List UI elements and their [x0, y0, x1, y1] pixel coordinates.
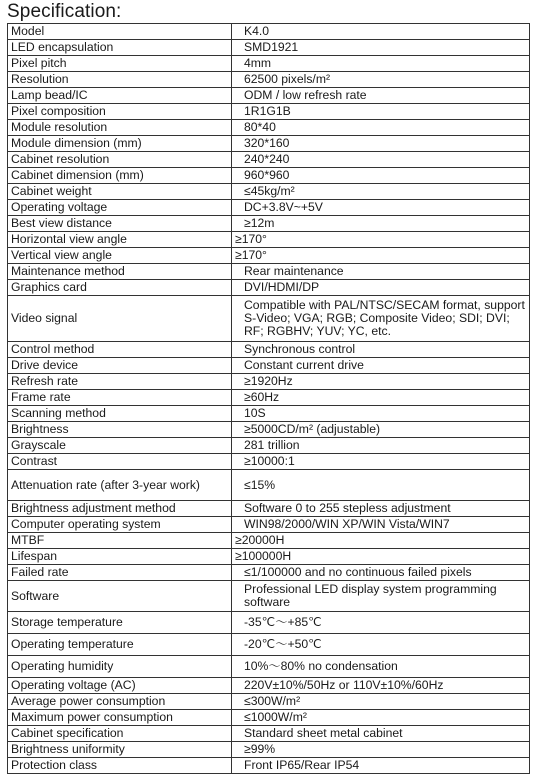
spec-value: 10S — [232, 406, 530, 422]
spec-value: Front IP65/Rear IP54 — [232, 758, 530, 774]
spec-label: Pixel composition — [8, 104, 232, 120]
spec-row — [8, 104, 530, 120]
spec-value: ODM / low refresh rate — [232, 88, 530, 104]
spec-row — [8, 88, 530, 104]
spec-value: ≥60Hz — [232, 390, 530, 406]
spec-label: Operating humidity — [8, 656, 232, 678]
spec-label: Model — [8, 24, 232, 40]
spec-row — [8, 581, 530, 612]
spec-row — [8, 152, 530, 168]
spec-value: ≥99% — [232, 742, 530, 758]
spec-value: ≥170° — [232, 232, 530, 248]
spec-value: ≥170° — [232, 248, 530, 264]
spec-label: Vertical view angle — [8, 248, 232, 264]
spec-row — [8, 216, 530, 232]
spec-value: 960*960 — [232, 168, 530, 184]
spec-value: Standard sheet metal cabinet — [232, 726, 530, 742]
spec-label: Software — [8, 581, 232, 612]
spec-label: Video signal — [8, 296, 232, 342]
spec-label: LED encapsulation — [8, 40, 232, 56]
spec-value: ≥10000:1 — [232, 454, 530, 470]
spec-label: Module dimension (mm) — [8, 136, 232, 152]
spec-value: ≥12m — [232, 216, 530, 232]
spec-value: ≤300W/m² — [232, 694, 530, 710]
spec-label: Refresh rate — [8, 374, 232, 390]
spec-row — [8, 24, 530, 40]
spec-label: Storage temperature — [8, 612, 232, 634]
specification-table — [7, 23, 530, 774]
spec-row — [8, 40, 530, 56]
spec-value: 62500 pixels/m² — [232, 72, 530, 88]
spec-row — [8, 565, 530, 581]
spec-label: Maintenance method — [8, 264, 232, 280]
spec-label: Drive device — [8, 358, 232, 374]
spec-label: Control method — [8, 342, 232, 358]
spec-row — [8, 422, 530, 438]
spec-row — [8, 517, 530, 533]
spec-label: Protection class — [8, 758, 232, 774]
spec-label: Attenuation rate (after 3-year work) — [8, 470, 232, 501]
spec-row — [8, 438, 530, 454]
spec-row — [8, 136, 530, 152]
spec-value: ≥5000CD/m² (adjustable) — [232, 422, 530, 438]
spec-row — [8, 656, 530, 678]
spec-row — [8, 634, 530, 656]
spec-value: 281 trillion — [232, 438, 530, 454]
spec-row — [8, 501, 530, 517]
spec-row — [8, 342, 530, 358]
spec-row — [8, 470, 530, 501]
spec-row — [8, 612, 530, 634]
spec-label: Best view distance — [8, 216, 232, 232]
spec-row — [8, 184, 530, 200]
spec-row — [8, 454, 530, 470]
spec-label: Lamp bead/IC — [8, 88, 232, 104]
spec-value: Software 0 to 255 stepless adjustment — [232, 501, 530, 517]
spec-value: ≥100000H — [232, 549, 530, 565]
spec-label: Graphics card — [8, 280, 232, 296]
spec-label: Grayscale — [8, 438, 232, 454]
spec-value: WIN98/2000/WIN XP/WIN Vista/WIN7 — [232, 517, 530, 533]
spec-label: Pixel pitch — [8, 56, 232, 72]
spec-value: 1R1G1B — [232, 104, 530, 120]
spec-value: ≤1/100000 and no continuous failed pixels — [232, 565, 530, 581]
spec-label: Module resolution — [8, 120, 232, 136]
spec-row — [8, 232, 530, 248]
spec-row — [8, 280, 530, 296]
spec-label: Operating voltage (AC) — [8, 678, 232, 694]
page-title: Specification: — [7, 1, 122, 22]
spec-value: Professional LED display system programming software — [232, 581, 530, 612]
spec-row — [8, 248, 530, 264]
spec-value: ≤15% — [232, 470, 530, 501]
spec-row — [8, 710, 530, 726]
spec-label: Maximum power consumption — [8, 710, 232, 726]
spec-value: K4.0 — [232, 24, 530, 40]
spec-row — [8, 406, 530, 422]
spec-row — [8, 168, 530, 184]
spec-label: Operating temperature — [8, 634, 232, 656]
spec-value: ≥1920Hz — [232, 374, 530, 390]
spec-label: MTBF — [8, 533, 232, 549]
spec-row — [8, 742, 530, 758]
spec-label: Brightness uniformity — [8, 742, 232, 758]
spec-value: 4mm — [232, 56, 530, 72]
spec-row — [8, 533, 530, 549]
spec-row — [8, 358, 530, 374]
spec-label: Cabinet dimension (mm) — [8, 168, 232, 184]
spec-row — [8, 120, 530, 136]
spec-row — [8, 549, 530, 565]
spec-row — [8, 374, 530, 390]
spec-label: Cabinet specification — [8, 726, 232, 742]
spec-value: Constant current drive — [232, 358, 530, 374]
spec-value: Synchronous control — [232, 342, 530, 358]
spec-label: Horizontal view angle — [8, 232, 232, 248]
spec-row — [8, 200, 530, 216]
spec-value: ≥20000H — [232, 533, 530, 549]
spec-label: Average power consumption — [8, 694, 232, 710]
spec-label: Cabinet weight — [8, 184, 232, 200]
spec-row — [8, 678, 530, 694]
spec-value: 80*40 — [232, 120, 530, 136]
spec-label: Brightness — [8, 422, 232, 438]
spec-row — [8, 264, 530, 280]
spec-value: DC+3.8V~+5V — [232, 200, 530, 216]
spec-label: Cabinet resolution — [8, 152, 232, 168]
spec-value: 240*240 — [232, 152, 530, 168]
spec-value: ≤1000W/m² — [232, 710, 530, 726]
spec-label: Operating voltage — [8, 200, 232, 216]
spec-value: SMD1921 — [232, 40, 530, 56]
spec-label: Lifespan — [8, 549, 232, 565]
spec-value: -20℃～+50℃ — [232, 634, 530, 656]
spec-row — [8, 72, 530, 88]
spec-value: -35℃～+85℃ — [232, 612, 530, 634]
spec-value: 220V±10%/50Hz or 110V±10%/60Hz — [232, 678, 530, 694]
spec-row — [8, 726, 530, 742]
spec-value: ≤45kg/m² — [232, 184, 530, 200]
spec-label: Resolution — [8, 72, 232, 88]
spec-row — [8, 390, 530, 406]
spec-row — [8, 296, 530, 342]
spec-row — [8, 56, 530, 72]
spec-label: Scanning method — [8, 406, 232, 422]
spec-label: Failed rate — [8, 565, 232, 581]
spec-label: Brightness adjustment method — [8, 501, 232, 517]
spec-row — [8, 694, 530, 710]
spec-value: 10%～80% no condensation — [232, 656, 530, 678]
spec-row — [8, 758, 530, 774]
spec-value: 320*160 — [232, 136, 530, 152]
spec-value: Rear maintenance — [232, 264, 530, 280]
spec-value: Compatible with PAL/NTSC/SECAM format, support S-Video; VGA; RGB; Composite Video; SDI; DVI; RF; RGBHV; YUV; YC, etc. — [232, 296, 530, 342]
spec-label: Frame rate — [8, 390, 232, 406]
spec-label: Computer operating system — [8, 517, 232, 533]
spec-label: Contrast — [8, 454, 232, 470]
specification-table-body — [8, 24, 530, 774]
spec-value: DVI/HDMI/DP — [232, 280, 530, 296]
